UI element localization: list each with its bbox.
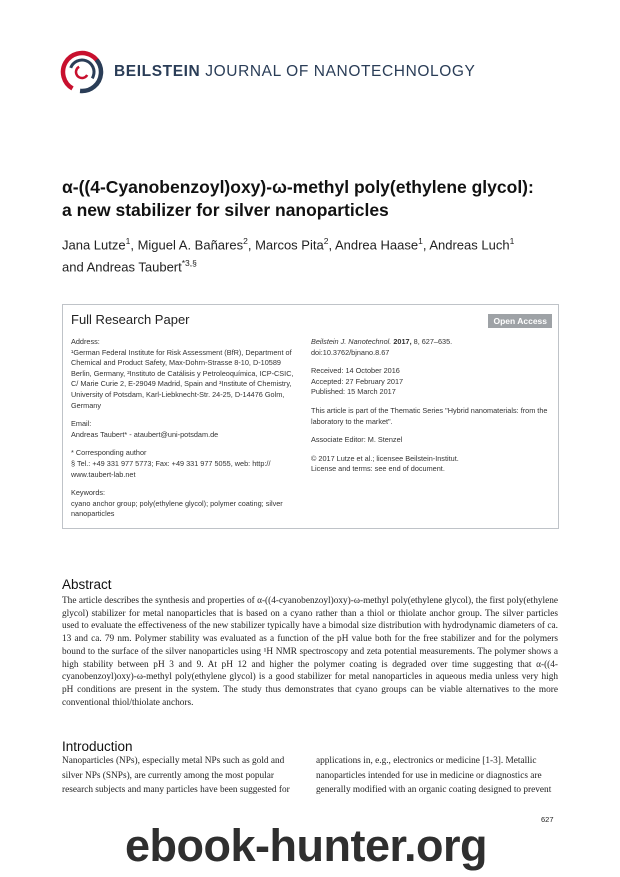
title-line-1: α-((4-Cyanobenzoyl)oxy)-ω-methyl poly(ethylene glycol): [62, 177, 534, 197]
doi-link[interactable]: doi:10.3762/bjnano.8.67 [311, 347, 390, 357]
author-affiliation-sup: *3,§ [181, 258, 197, 269]
journal-name: BEILSTEIN JOURNAL OF NANOTECHNOLOGY [114, 63, 476, 80]
address-block [71, 337, 296, 411]
article-info-box [62, 304, 559, 529]
author-list [62, 232, 562, 277]
article-type: Full Research Paper [71, 312, 190, 327]
author-name: Andrea Haase [334, 237, 419, 253]
intro-right-column [316, 754, 558, 798]
beilstein-logo-icon [60, 50, 104, 94]
watermark-text: ebook-hunter.org [125, 820, 487, 871]
intro-line: Nanoparticles (NPs), especially metal NPs such as gold and [62, 756, 285, 766]
intro-line: research subjects and many particles have been suggested for [62, 785, 290, 795]
address-line: ¹German Federal Institute for Risk Assessment (BfR), Department of [71, 347, 292, 357]
keywords-line: nanoparticles [71, 509, 115, 519]
contact-line: § Tel.: +49 331 977 5773; Fax: +49 331 977 5055, web: http:// [71, 458, 271, 468]
corresponding-block [71, 448, 296, 480]
address-label: Address: [71, 337, 100, 346]
address-line: C/ Marie Curie 2, E-29049 Madrid, Spain and ³Institute of Chemistry, [71, 379, 292, 389]
author-affiliation-sup: 2 [243, 236, 248, 246]
web-link[interactable]: www.taubert-lab.net [71, 469, 136, 479]
license-line: License and terms: see end of document. [311, 464, 445, 474]
dates-block [311, 366, 551, 398]
intro-line: nanoparticles intended for use in medicine or diagnostics are [316, 770, 542, 781]
address-line: Chemical and Product Safety, Max-Dohrn-Strasse 8-10, D-10589 [71, 358, 281, 368]
open-access-badge[interactable]: Open Access [488, 314, 552, 328]
authors-line-2 [62, 254, 562, 276]
article-title [62, 176, 582, 222]
author-affiliation-sup: 1 [125, 236, 131, 246]
address-line: Berlin, Germany, ²Instituto de Catálisis y Petroleoquímica, ICP-CSIC, [71, 368, 294, 378]
intro-line: generally modified with an organic coating designed to prevent [316, 785, 552, 795]
thematic-line: This article is part of the Thematic Series "Hybrid nanomaterials: from the [311, 405, 548, 415]
info-right-column [311, 337, 551, 483]
author-name: and Andreas Taubert [62, 259, 182, 275]
introduction-heading: Introduction [62, 739, 133, 754]
citation: Beilstein J. Nanotechnol. 2017, 8, 627–635. [311, 337, 453, 346]
received-date: Received: 14 October 2016 [311, 366, 400, 376]
published-date: Published: 15 March 2017 [311, 387, 396, 397]
abstract-heading: Abstract [62, 577, 112, 592]
email-link[interactable]: Andreas Taubert* - ataubert@uni-potsdam.de [71, 429, 219, 439]
accepted-date: Accepted: 27 February 2017 [311, 376, 404, 386]
editor-block [311, 435, 551, 446]
author-name: Miguel A. Bañares [137, 237, 244, 253]
email-block [71, 419, 296, 440]
email-label: Email: [71, 419, 92, 429]
title-line-2: a new stabilizer for silver nanoparticles [62, 200, 389, 220]
author-affiliation-sup: 1 [418, 236, 423, 246]
abstract-text: The article describes the synthesis and properties of α-((4-cyanobenzoyl)oxy)-ω-methyl poly(ethylene glycol), the first poly(ethylene glycol) stabilizer for metal nanoparticles that is based on a cyano rather than a thiol or thiolate anchor group. The silver particles used to evaluate the effectiveness of the new stabilizer typically have a bimodal size distribution with hydrodynamic diameters of ca. 13 and ca. 79 nm. Polymer stability was evaluated as a function of the pH value both for the free stabilizer and for the polymers bound to the surface of the silver nanoparticles using ¹H NMR spectroscopy and zeta potential measurements. The polymer shows a high stability between pH 3 and 9. At pH 12 and higher the polymer coating is degraded over time suggesting that α-((4-cyanobenzoyl)oxy)-ω-methyl poly(ethylene glycol) is a good stabilizer for metal nanoparticles in aqueous media unless very high pH conditions are present in the system. The study thus demonstrates that cyano groups can be viable alternatives to the more conventional thiol/thiolate anchors. [62, 596, 558, 708]
page-number: 627 [541, 815, 554, 824]
author-affiliation-sup: 1 [509, 236, 515, 246]
license-block [311, 454, 551, 475]
author-name: Jana Lutze [62, 237, 126, 253]
intro-left-column [62, 754, 304, 798]
info-left-column [71, 337, 296, 528]
thematic-line: laboratory to the market". [311, 416, 393, 426]
intro-line: silver NPs (SNPs), are currently among the most popular [62, 770, 274, 781]
corresponding-line: * Corresponding author [71, 448, 147, 458]
address-line: Germany [71, 400, 102, 410]
citation-block [311, 337, 551, 358]
author-name: Andreas Luch [429, 237, 510, 253]
associate-editor: Associate Editor: M. Stenzel [311, 435, 403, 445]
author-affiliation-sup: 2 [323, 236, 329, 246]
keywords-line: cyano anchor group; poly(ethylene glycol); polymer coating; silver [71, 498, 283, 508]
copyright-line: © 2017 Lutze et al.; licensee Beilstein-Institut. [311, 453, 459, 463]
keywords-label: Keywords: [71, 488, 106, 498]
keywords-block [71, 488, 296, 520]
thematic-series [311, 406, 551, 427]
journal-header [60, 50, 476, 94]
intro-line: applications in, e.g., electronics or medicine [1-3]. Metallic [316, 756, 537, 766]
address-line: University of Potsdam, Karl-Liebknecht-Str. 24-25, D-14476 Golm, [71, 389, 285, 399]
authors-line-1: Jana Lutze$^1$, Miguel A. Bañares$^2$, Marcos Pita$^2$, Andrea Haase$^1$, Andreas Luch$^1$ [62, 236, 515, 253]
author-name: Marcos Pita [255, 237, 324, 253]
